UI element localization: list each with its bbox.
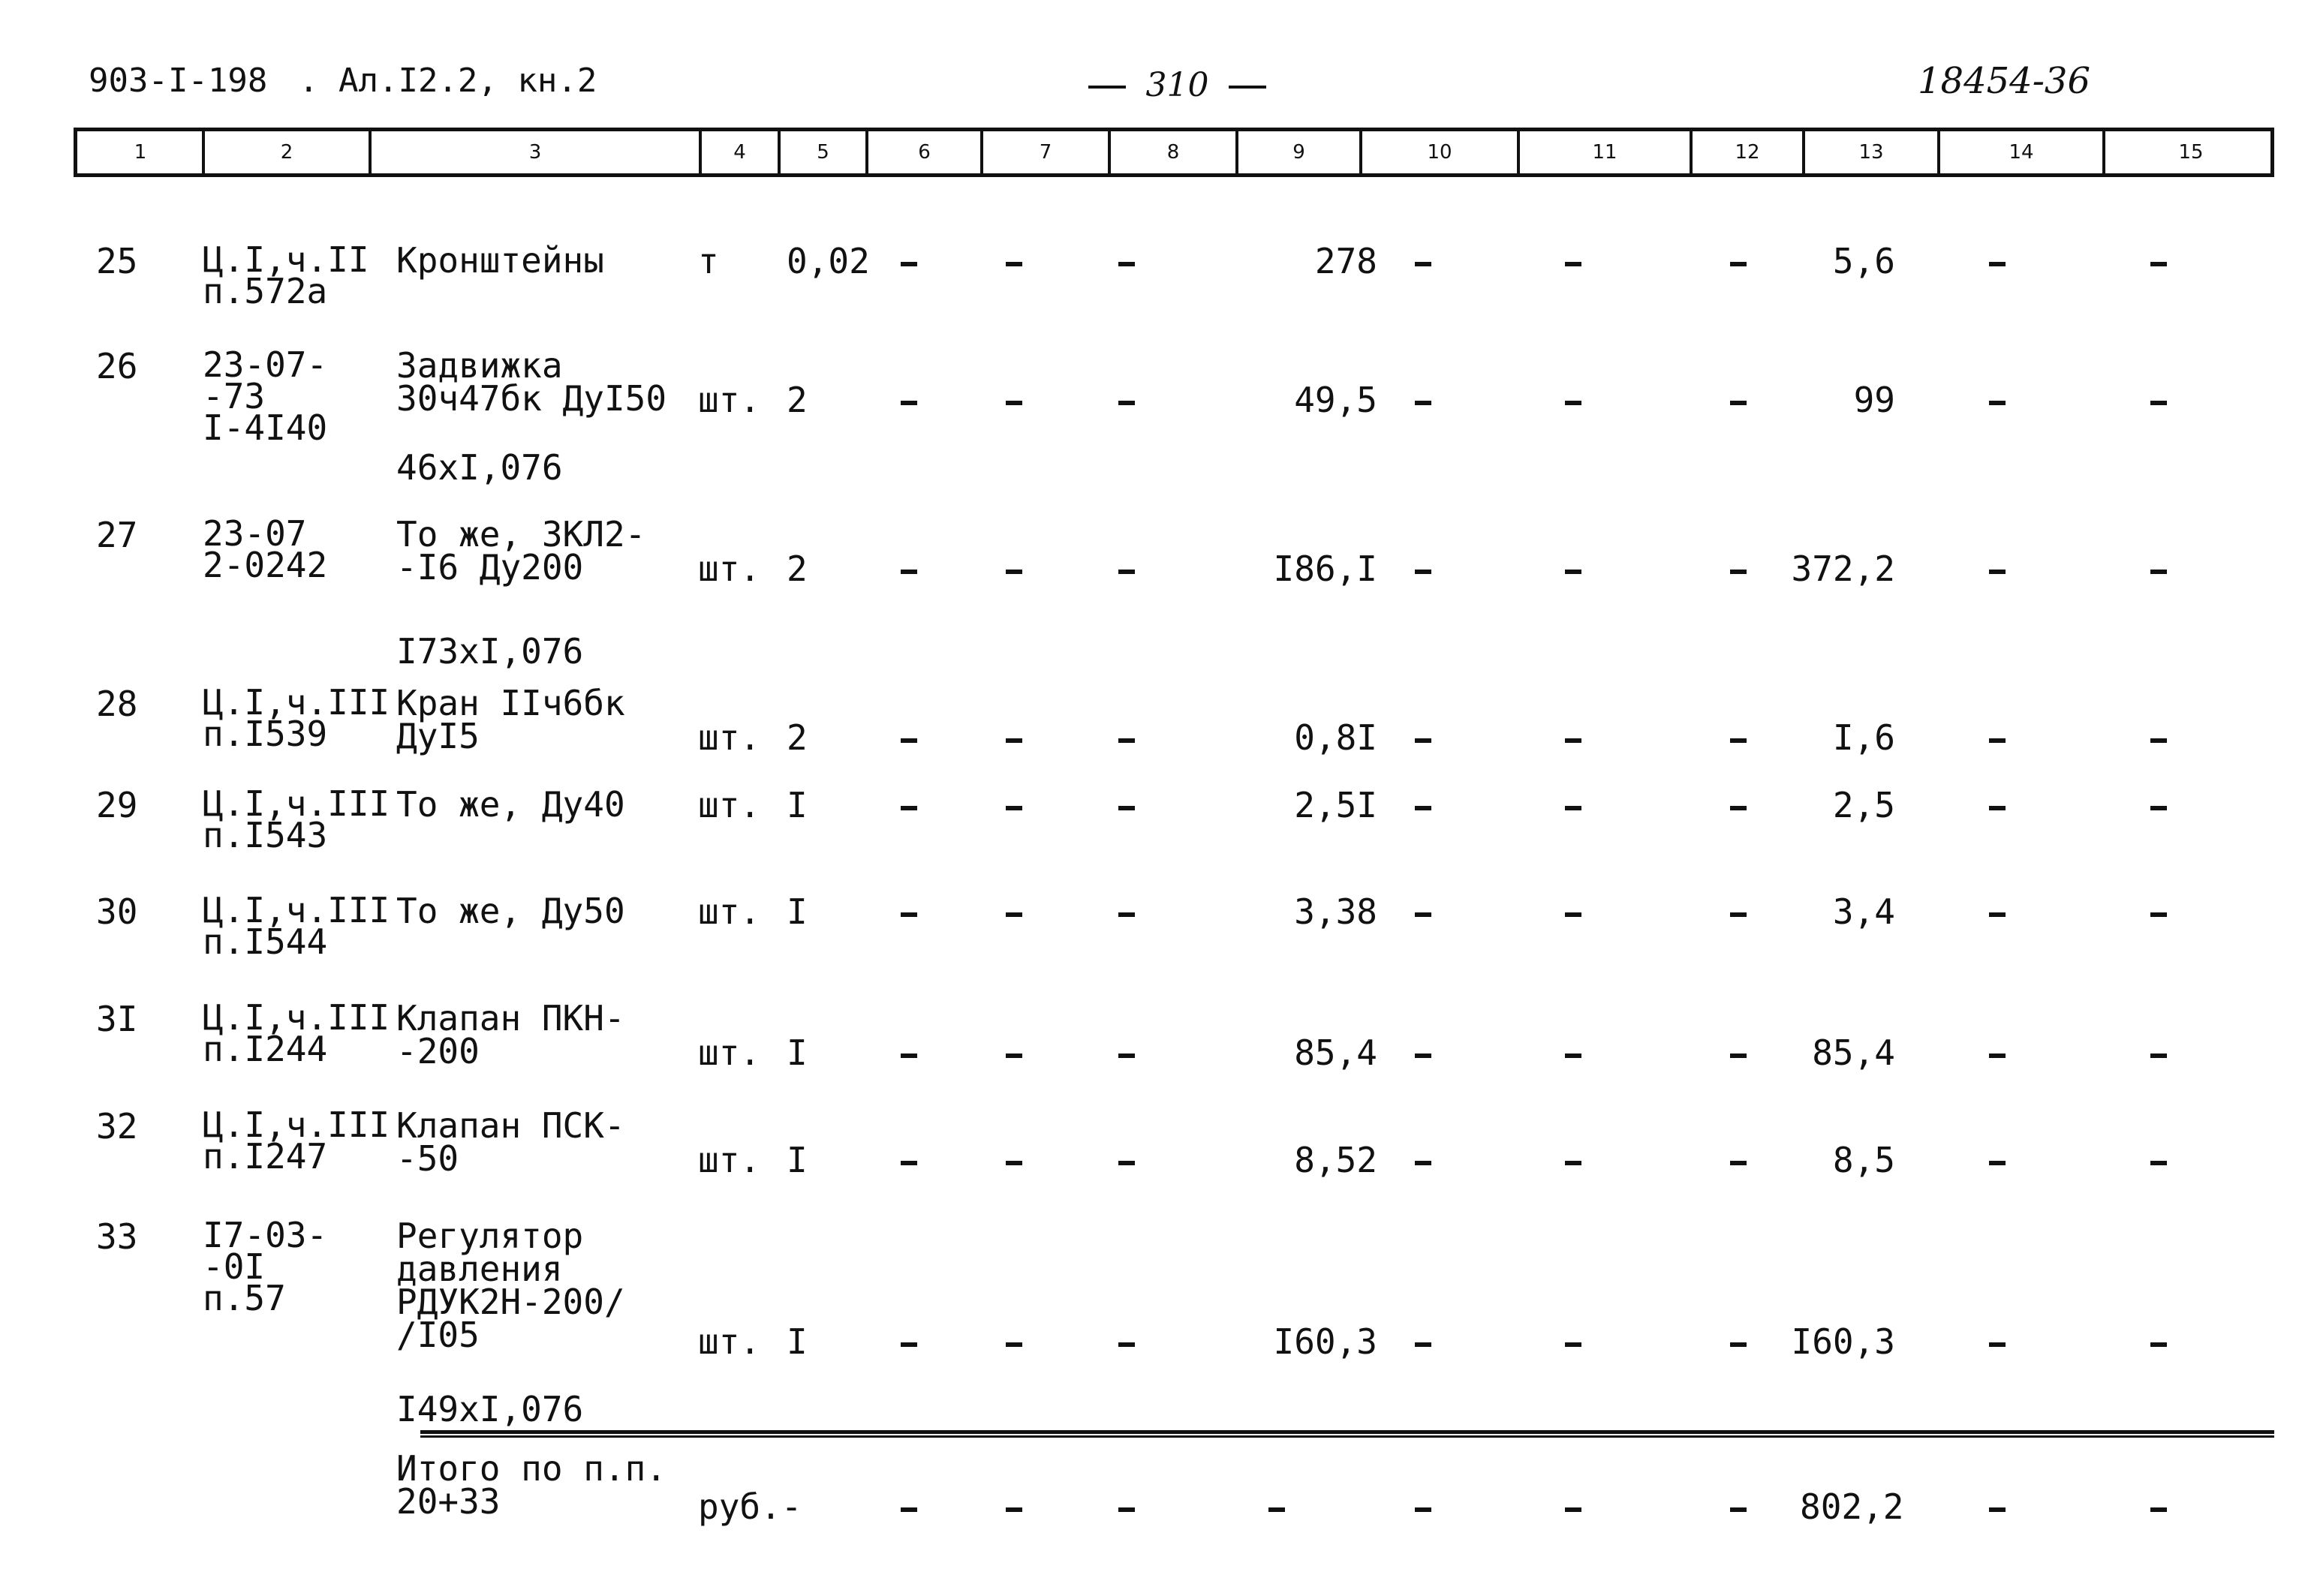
empty-value-dash xyxy=(1118,912,1135,917)
empty-value-dash xyxy=(901,806,917,810)
empty-value-dash xyxy=(1415,738,1431,743)
col13-value: 3,4 xyxy=(1832,891,1895,932)
total-empty-dash xyxy=(2150,1507,2167,1512)
unit: шт. xyxy=(698,717,761,758)
page-number xyxy=(1088,66,1266,104)
col13-value: I,6 xyxy=(1832,717,1895,758)
col13-value: 99 xyxy=(1853,380,1895,420)
total-empty-dash xyxy=(1565,1507,1581,1512)
column-number-8: 8 xyxy=(1166,141,1180,164)
empty-value-dash xyxy=(1565,912,1581,917)
item-name: Кран IIч6бк ДуI5 xyxy=(396,683,625,756)
total-empty-dash xyxy=(1415,1507,1431,1512)
empty-value-dash xyxy=(1989,912,2006,917)
quantity: 2 xyxy=(787,717,808,758)
unit: шт. xyxy=(698,1032,761,1073)
empty-value-dash xyxy=(1006,738,1022,743)
album-ref: . Ал.I2.2, кн.2 xyxy=(299,62,597,100)
empty-value-dash xyxy=(1006,1342,1022,1347)
empty-value-dash xyxy=(901,262,917,266)
empty-value-dash xyxy=(1989,738,2006,743)
row-number: 26 xyxy=(96,346,138,386)
empty-value-dash xyxy=(1565,1053,1581,1058)
row-reference: 23-07 2-0242 xyxy=(203,513,328,585)
empty-value-dash xyxy=(1006,401,1022,405)
empty-value-dash xyxy=(1989,401,2006,405)
quantity: I xyxy=(787,785,808,825)
col13-value: I60,3 xyxy=(1791,1321,1895,1362)
column-divider xyxy=(778,131,781,173)
page-number-text: 310 xyxy=(1145,66,1209,104)
total-label: Итого по п.п. 20+33 xyxy=(396,1448,667,1522)
column-number-3: 3 xyxy=(528,141,542,164)
col9-value: 0,8I xyxy=(1294,717,1377,758)
column-number-4: 4 xyxy=(733,141,746,164)
column-number-6: 6 xyxy=(918,141,931,164)
column-number-1: 1 xyxy=(134,141,147,164)
column-divider xyxy=(1359,131,1362,173)
total-empty-dash xyxy=(1730,1507,1747,1512)
empty-value-dash xyxy=(1118,570,1135,574)
total-empty-dash xyxy=(1006,1507,1022,1512)
column-divider xyxy=(2102,131,2105,173)
empty-value-dash xyxy=(1118,1342,1135,1347)
empty-value-dash xyxy=(1730,806,1747,810)
empty-value-dash xyxy=(1565,1161,1581,1165)
empty-value-dash xyxy=(1118,401,1135,405)
empty-value-dash xyxy=(1415,401,1431,405)
row-reference: Ц.I,ч.III п.I247 xyxy=(203,1105,390,1177)
column-divider xyxy=(980,131,983,173)
item-name: Регулятор давления РДУК2Н-200/ /I05 xyxy=(396,1216,625,1355)
column-divider xyxy=(1802,131,1805,173)
empty-value-dash xyxy=(1118,1161,1135,1165)
empty-value-dash xyxy=(1989,1053,2006,1058)
row-reference: I7-03- -0I п.57 xyxy=(203,1215,328,1318)
empty-value-dash xyxy=(901,738,917,743)
document-number: 18454-36 xyxy=(1918,60,2090,102)
empty-value-dash xyxy=(1118,806,1135,810)
empty-value-dash xyxy=(1006,1053,1022,1058)
unit: шт. xyxy=(698,549,761,589)
item-name: Задвижка 30ч47бк ДуI50 xyxy=(396,345,667,419)
empty-value-dash xyxy=(1415,806,1431,810)
item-name: Клапан ПКН- -200 xyxy=(396,998,625,1072)
row-reference: Ц.I,ч.III п.I543 xyxy=(203,783,390,855)
row-reference: Ц.I,ч.III п.I539 xyxy=(203,682,390,754)
empty-value-dash xyxy=(1730,912,1747,917)
empty-value-dash xyxy=(1006,262,1022,266)
empty-value-dash xyxy=(2150,401,2167,405)
empty-value-dash xyxy=(2150,262,2167,266)
empty-value-dash xyxy=(1415,1161,1431,1165)
empty-value-dash xyxy=(1565,738,1581,743)
item-name: Клапан ПСК- -50 xyxy=(396,1105,625,1179)
quantity: 2 xyxy=(787,549,808,589)
empty-value-dash xyxy=(1565,570,1581,574)
total-empty-dash xyxy=(1268,1507,1285,1512)
quantity: 0,02 xyxy=(787,241,870,281)
empty-value-dash xyxy=(1415,1053,1431,1058)
empty-value-dash xyxy=(1415,912,1431,917)
row-number: 25 xyxy=(96,241,138,281)
column-number-13: 13 xyxy=(1858,141,1884,164)
empty-value-dash xyxy=(1415,570,1431,574)
empty-value-dash xyxy=(1989,570,2006,574)
col13-value: 2,5 xyxy=(1832,785,1895,825)
empty-value-dash xyxy=(2150,738,2167,743)
empty-value-dash xyxy=(1730,401,1747,405)
col9-value: 2,5I xyxy=(1294,785,1377,825)
column-divider xyxy=(369,131,372,173)
row-number: 3I xyxy=(96,999,138,1039)
empty-value-dash xyxy=(2150,1161,2167,1165)
empty-value-dash xyxy=(1730,1161,1747,1165)
column-number-9: 9 xyxy=(1292,141,1305,164)
col13-value: 372,2 xyxy=(1791,549,1895,589)
total-unit: руб.- xyxy=(698,1486,802,1527)
empty-value-dash xyxy=(1118,1053,1135,1058)
column-divider xyxy=(202,131,205,173)
item-name: То же, Ду40 xyxy=(396,784,625,825)
row-number: 30 xyxy=(96,891,138,932)
empty-value-dash xyxy=(1565,262,1581,266)
column-divider xyxy=(1937,131,1940,173)
empty-value-dash xyxy=(901,570,917,574)
empty-value-dash xyxy=(1006,806,1022,810)
column-number-14: 14 xyxy=(2009,141,2034,164)
column-divider xyxy=(1235,131,1238,173)
unit: шт. xyxy=(698,380,761,420)
quantity: I xyxy=(787,1032,808,1073)
column-divider xyxy=(699,131,702,173)
empty-value-dash xyxy=(1730,1053,1747,1058)
column-divider xyxy=(1690,131,1693,173)
col13-value: 5,6 xyxy=(1832,241,1895,281)
col9-value: 3,38 xyxy=(1294,891,1377,932)
col9-value: 278 xyxy=(1314,241,1377,281)
item-calculation: I73хI,076 xyxy=(396,631,584,672)
empty-value-dash xyxy=(901,1161,917,1165)
empty-value-dash xyxy=(1118,738,1135,743)
unit: шт. xyxy=(698,1140,761,1180)
empty-value-dash xyxy=(1415,1342,1431,1347)
row-reference: Ц.I,ч.III п.I544 xyxy=(203,890,390,962)
empty-value-dash xyxy=(2150,806,2167,810)
column-number-7: 7 xyxy=(1039,141,1052,164)
column-number-11: 11 xyxy=(1592,141,1617,164)
empty-value-dash xyxy=(2150,1053,2167,1058)
empty-value-dash xyxy=(1989,262,2006,266)
empty-value-dash xyxy=(1006,1161,1022,1165)
col9-value: 49,5 xyxy=(1294,380,1377,420)
empty-value-dash xyxy=(1415,262,1431,266)
empty-value-dash xyxy=(1730,262,1747,266)
row-reference: Ц.I,ч.III п.I244 xyxy=(203,997,390,1069)
empty-value-dash xyxy=(2150,570,2167,574)
empty-value-dash xyxy=(1989,1342,2006,1347)
empty-value-dash xyxy=(901,401,917,405)
item-name: Кронштейны xyxy=(396,240,604,281)
empty-value-dash xyxy=(901,1342,917,1347)
column-number-5: 5 xyxy=(817,141,829,164)
empty-value-dash xyxy=(2150,912,2167,917)
total-separator-line xyxy=(420,1430,2274,1434)
total-separator-line-2 xyxy=(420,1435,2274,1438)
unit: шт. xyxy=(698,1321,761,1362)
col13-value: 85,4 xyxy=(1812,1032,1895,1073)
col9-value: 85,4 xyxy=(1294,1032,1377,1073)
quantity: I xyxy=(787,1140,808,1180)
unit: шт. xyxy=(698,785,761,825)
column-divider xyxy=(1108,131,1111,173)
col9-value: I60,3 xyxy=(1273,1321,1377,1362)
row-number: 29 xyxy=(96,785,138,825)
empty-value-dash xyxy=(2150,1342,2167,1347)
col13-value: 8,5 xyxy=(1832,1140,1895,1180)
column-number-2: 2 xyxy=(280,141,293,164)
empty-value-dash xyxy=(901,1053,917,1058)
empty-value-dash xyxy=(1565,1342,1581,1347)
unit: шт. xyxy=(698,891,761,932)
row-number: 32 xyxy=(96,1106,138,1147)
doc-code: 903-I-198 xyxy=(89,62,268,100)
empty-value-dash xyxy=(1118,262,1135,266)
empty-value-dash xyxy=(1730,570,1747,574)
total-col13: 802,2 xyxy=(1800,1486,1904,1527)
empty-value-dash xyxy=(1006,912,1022,917)
column-number-15: 15 xyxy=(2178,141,2204,164)
row-reference: Ц.I,ч.II п.572а xyxy=(203,239,369,311)
column-divider xyxy=(1517,131,1520,173)
empty-value-dash xyxy=(1006,570,1022,574)
empty-value-dash xyxy=(1989,1161,2006,1165)
total-empty-dash xyxy=(1118,1507,1135,1512)
quantity: I xyxy=(787,891,808,932)
item-name: То же, Ду50 xyxy=(396,891,625,931)
column-number-header xyxy=(74,128,2274,177)
total-empty-dash xyxy=(901,1507,917,1512)
unit: т xyxy=(698,241,719,281)
column-number-12: 12 xyxy=(1735,141,1760,164)
empty-value-dash xyxy=(1565,401,1581,405)
empty-value-dash xyxy=(1730,1342,1747,1347)
empty-value-dash xyxy=(1730,738,1747,743)
column-divider xyxy=(865,131,868,173)
empty-value-dash xyxy=(901,912,917,917)
item-name: То же, ЗКЛ2- -I6 Ду200 xyxy=(396,514,646,588)
row-number: 28 xyxy=(96,684,138,724)
row-number: 33 xyxy=(96,1216,138,1257)
empty-value-dash xyxy=(1989,806,2006,810)
col9-value: 8,52 xyxy=(1294,1140,1377,1180)
row-reference: 23-07- -73 I-4I40 xyxy=(203,344,328,448)
total-empty-dash xyxy=(1989,1507,2006,1512)
item-calculation: 46хI,076 xyxy=(396,447,563,488)
column-number-10: 10 xyxy=(1427,141,1452,164)
quantity: I xyxy=(787,1321,808,1362)
item-calculation: I49хI,076 xyxy=(396,1389,584,1429)
empty-value-dash xyxy=(1565,806,1581,810)
quantity: 2 xyxy=(787,380,808,420)
row-number: 27 xyxy=(96,515,138,555)
col9-value: I86,I xyxy=(1273,549,1377,589)
